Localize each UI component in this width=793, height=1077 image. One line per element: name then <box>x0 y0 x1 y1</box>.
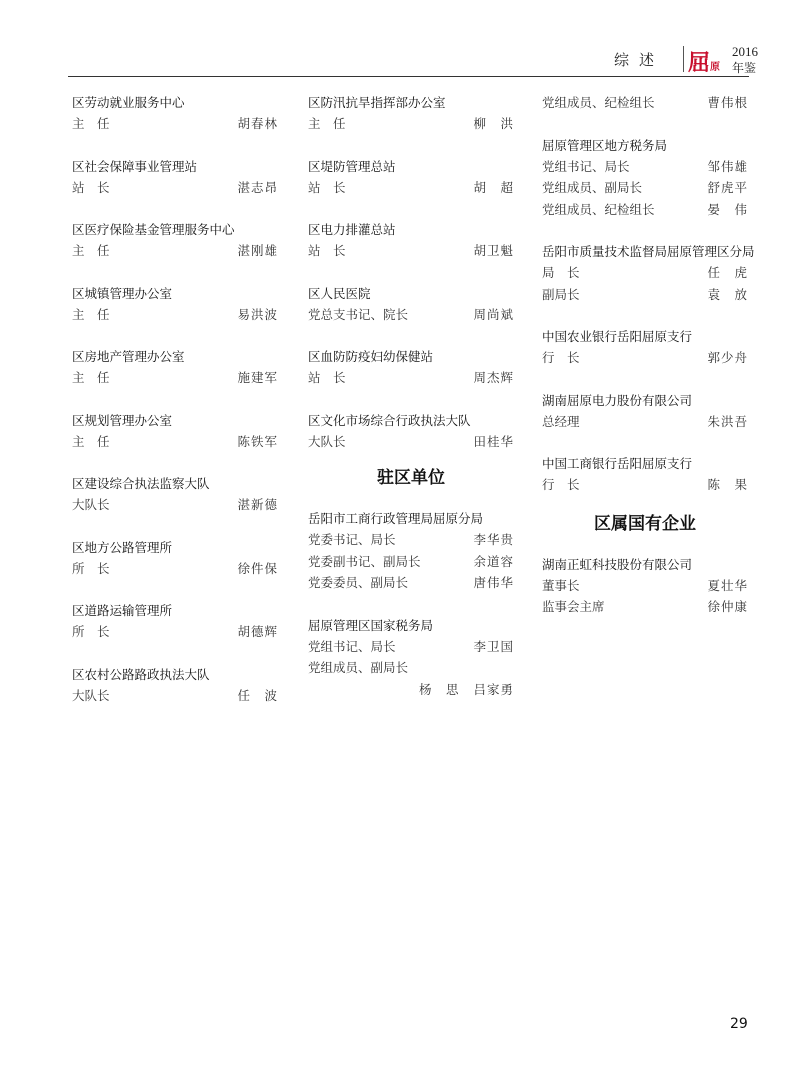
org-block <box>72 537 278 580</box>
person-name: 舒虎平 <box>707 180 748 195</box>
person-name: 湛新德 <box>237 497 278 512</box>
position: 副局长 <box>542 286 580 302</box>
org-title: 湖南屈原电力股份有限公司 <box>542 392 693 408</box>
position: 大队长 <box>72 687 110 703</box>
position: 党总支书记、院长 <box>308 306 409 322</box>
entry-row <box>308 657 514 679</box>
entry-row <box>308 113 514 135</box>
person-name: 胡卫魁 <box>473 243 514 258</box>
org-title: 区血防防疫妇幼保健站 <box>308 349 434 364</box>
org-title: 区道路运输管理所 <box>72 603 173 618</box>
org-block <box>72 664 278 707</box>
entry-row <box>72 621 278 643</box>
position: 站 长 <box>72 179 110 195</box>
entry-row <box>308 636 514 658</box>
section-heading-stationed-units: 驻区单位 <box>377 468 445 488</box>
org-title: 区社会保障事业管理站 <box>72 158 198 174</box>
entry-row <box>308 529 514 551</box>
person-name: 李卫国 <box>473 638 514 654</box>
org-block <box>542 554 748 618</box>
position: 监事会主席 <box>542 599 605 614</box>
org-block <box>308 508 514 594</box>
section-heading-state-enterprises: 区属国有企业 <box>594 513 696 534</box>
entry-row <box>308 304 514 326</box>
position: 党委副书记、副局长 <box>308 553 421 569</box>
person-name: 湛志昂 <box>237 179 278 195</box>
entry-row <box>308 551 514 573</box>
org-title: 区劳动就业服务中心 <box>72 95 185 110</box>
position: 党组成员、副局长 <box>308 660 409 675</box>
position: 站 长 <box>308 243 346 258</box>
column-3 <box>542 92 755 639</box>
org-title: 区规划管理办公室 <box>72 412 173 428</box>
org-title: 区医疗保险基金管理服务中心 <box>72 222 235 237</box>
org-block <box>542 453 748 496</box>
org-block <box>72 346 278 389</box>
column-1 <box>72 92 278 727</box>
org-title: 区电力排灌总站 <box>308 222 396 237</box>
person-name: 田桂华 <box>473 433 514 449</box>
entry-row <box>308 240 514 262</box>
org-block <box>72 600 278 643</box>
person-name: 晏 伟 <box>707 201 748 217</box>
entry-row <box>72 685 278 707</box>
entry-row <box>72 494 278 516</box>
org-block <box>72 219 278 262</box>
person-name: 胡 超 <box>473 179 514 195</box>
position: 所 长 <box>72 560 110 576</box>
position: 站 长 <box>308 370 346 385</box>
person-name: 邹伟雄 <box>707 158 748 174</box>
logo-book-title: 年鉴 <box>732 61 757 75</box>
person-name: 任 波 <box>237 687 278 703</box>
person-name: 陈 果 <box>707 477 748 492</box>
person-name: 徐仲康 <box>707 599 748 614</box>
person-name: 唐伟华 <box>473 575 514 590</box>
entry-row <box>308 367 514 389</box>
logo-small-glyph: 原 <box>710 62 720 73</box>
org-title: 湖南正虹科技股份有限公司 <box>542 556 693 572</box>
position: 主 任 <box>72 433 110 449</box>
org-block <box>542 390 748 433</box>
org-title: 区农村公路路政执法大队 <box>72 666 210 682</box>
org-title: 区建设综合执法监察大队 <box>72 476 210 491</box>
person-name: 施建军 <box>237 370 278 385</box>
page-number: 29 <box>730 1016 748 1032</box>
org-title: 区人民医院 <box>308 285 371 301</box>
org-block <box>308 219 514 262</box>
entry-row <box>542 262 748 284</box>
org-block-continued <box>542 92 748 114</box>
entry-row <box>542 284 748 306</box>
org-title: 区地方公路管理所 <box>72 539 173 555</box>
person-name: 胡德辉 <box>237 624 278 639</box>
person-name: 周尚斌 <box>473 306 514 322</box>
person-name: 陈铁军 <box>237 433 278 449</box>
logo-glyph: 屈 <box>688 50 711 76</box>
org-block <box>308 92 514 135</box>
org-title: 区城镇管理办公室 <box>72 285 173 301</box>
org-title: 屈原管理区国家税务局 <box>308 617 434 633</box>
position: 大队长 <box>308 433 346 449</box>
org-title: 区文化市场综合行政执法大队 <box>308 412 471 428</box>
position: 董事长 <box>542 577 580 593</box>
org-title: 中国农业银行岳阳屈原支行 <box>542 329 693 344</box>
entry-row <box>308 431 514 453</box>
org-title: 屈原管理区地方税务局 <box>542 137 668 153</box>
person-name: 袁 放 <box>707 286 748 302</box>
entry-row <box>308 177 514 199</box>
entry-row <box>72 558 278 580</box>
person-name: 杨 思 <box>418 681 460 697</box>
person-name: 郭少舟 <box>707 350 748 365</box>
entry-row <box>542 177 748 199</box>
org-block <box>542 326 748 369</box>
person-name: 湛刚雄 <box>237 243 278 258</box>
org-block <box>72 410 278 453</box>
entry-row <box>72 113 278 135</box>
running-header-section: 综述 <box>614 51 665 69</box>
org-title: 岳阳市质量技术监督局屈原管理区分局 <box>542 244 755 259</box>
logo-year: 2016 <box>732 44 758 59</box>
person-name: 胡春林 <box>237 116 278 131</box>
position: 党组书记、局长 <box>308 638 396 654</box>
position: 局 长 <box>542 265 580 280</box>
org-block <box>308 615 514 701</box>
person-name: 周杰辉 <box>473 370 514 385</box>
org-block <box>308 410 514 453</box>
entry-row <box>542 474 748 496</box>
person-name: 任 虎 <box>707 265 748 280</box>
position: 主 任 <box>308 116 346 131</box>
entry-row <box>72 367 278 389</box>
position: 党委书记、局长 <box>308 532 396 547</box>
org-title: 岳阳市工商行政管理局屈原分局 <box>308 511 484 526</box>
person-name: 徐件保 <box>237 560 278 576</box>
position: 党组书记、局长 <box>542 158 630 174</box>
position: 行 长 <box>542 477 580 492</box>
entry-row <box>542 347 748 369</box>
entry-row <box>542 199 748 221</box>
entry-row <box>542 92 748 114</box>
column-2 <box>308 92 514 721</box>
person-name: 易洪波 <box>237 306 278 322</box>
person-name: 柳 洪 <box>473 116 514 131</box>
org-title: 区防汛抗旱指挥部办公室 <box>308 95 446 110</box>
person-name: 吕家勇 <box>473 681 514 697</box>
position: 行 长 <box>542 350 580 365</box>
entry-row <box>72 240 278 262</box>
position: 党组成员、纪检组长 <box>542 95 655 110</box>
org-block <box>308 346 514 389</box>
entry-row <box>72 304 278 326</box>
org-block <box>308 156 514 199</box>
position: 站 长 <box>308 179 346 195</box>
entry-row-names <box>308 679 514 701</box>
header-rule <box>68 76 749 77</box>
entry-row <box>542 156 748 178</box>
position: 党组成员、副局长 <box>542 180 643 195</box>
org-block <box>542 241 755 305</box>
entry-row <box>542 575 748 597</box>
entry-row <box>72 431 278 453</box>
person-name: 李华贵 <box>473 532 514 547</box>
org-block <box>72 473 278 516</box>
person-name: 曹伟根 <box>707 95 748 110</box>
entry-row <box>542 596 748 618</box>
position: 党委委员、副局长 <box>308 575 409 590</box>
person-name: 朱洪吾 <box>707 413 748 429</box>
header-separator <box>683 46 684 72</box>
yearbook-logo <box>688 44 786 74</box>
org-block <box>72 92 278 135</box>
position: 党组成员、纪检组长 <box>542 201 655 217</box>
org-block <box>542 135 748 221</box>
org-title: 中国工商银行岳阳屈原支行 <box>542 456 693 471</box>
entry-row <box>542 411 748 433</box>
org-title: 区堤防管理总站 <box>308 158 396 174</box>
position: 主 任 <box>72 116 110 131</box>
org-block <box>72 283 278 326</box>
org-title: 区房地产管理办公室 <box>72 349 185 364</box>
position: 主 任 <box>72 306 110 322</box>
person-name: 夏壮华 <box>707 577 748 593</box>
position: 主 任 <box>72 243 110 258</box>
position: 所 长 <box>72 624 110 639</box>
entry-row <box>72 177 278 199</box>
org-block <box>72 156 278 199</box>
entry-row <box>308 572 514 594</box>
position: 总经理 <box>542 413 580 429</box>
position: 主 任 <box>72 370 110 385</box>
position: 大队长 <box>72 497 110 512</box>
org-block <box>308 283 514 326</box>
person-name: 余道容 <box>473 553 514 569</box>
